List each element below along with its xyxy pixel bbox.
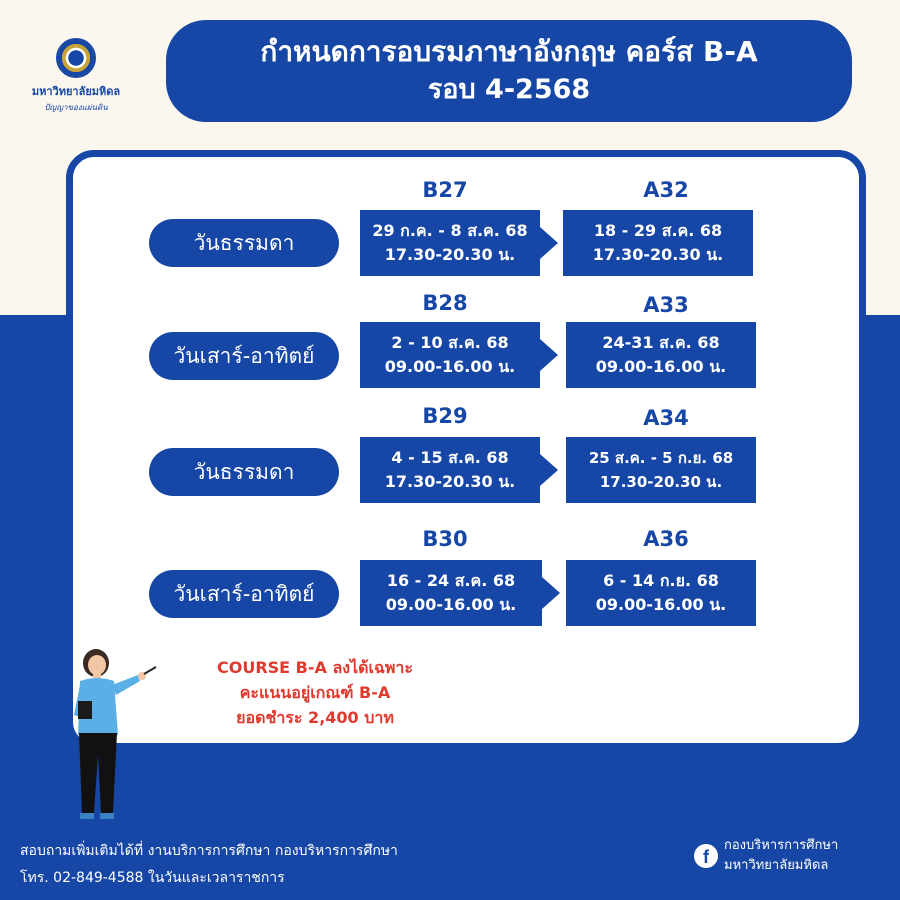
a-time: 17.30-20.30 น. [599,473,723,491]
a-date: 6 - 14 ก.ย. 68 [603,571,719,590]
b-time: 09.00-16.00 น. [385,595,517,614]
page-title: กำหนดการอบรมภาษาอังกฤษ คอร์ส B-A [260,35,758,68]
note-line: COURSE B-A ลงได้เฉพาะ [216,658,413,677]
b-date: 16 - 24 ส.ค. 68 [386,571,516,590]
schedule-label: วันธรรมดา [149,448,339,496]
a-schedule-box [566,322,756,388]
contact-line: โทร. 02-849-4588 ในวันและเวลาราชการ [20,870,285,886]
b-code: B27 [422,178,468,202]
note-line: ยอดชำระ 2,400 บาท [236,708,394,727]
b-schedule-box [360,210,540,276]
a-code: A33 [643,293,689,317]
facebook-page-line: กองบริหารการศึกษา [724,838,839,853]
university-seal-icon [56,38,96,78]
b-schedule-box [360,437,540,503]
note-line: คะแนนอยู่เกณฑ์ B-A [239,683,391,702]
a-schedule-box [563,210,753,276]
b-time: 17.30-20.30 น. [384,245,516,264]
b-schedule-box [360,560,542,626]
a-code: A32 [643,178,689,202]
facebook-page-line: มหาวิทยาลัยมหิดล [724,858,829,873]
arrow-right-icon [540,454,558,486]
b-date: 4 - 15 ส.ค. 68 [391,448,509,467]
b-time: 17.30-20.30 น. [384,472,516,491]
b-code: B30 [422,527,468,551]
arrow-right-icon [542,577,560,609]
page-subtitle: รอบ 4-2568 [427,74,591,105]
a-code: A34 [643,406,689,430]
course-note [160,655,470,730]
facebook-link[interactable] [694,836,838,876]
a-date: 25 ส.ค. - 5 ก.ย. 68 [588,449,734,467]
b-schedule-box [360,322,540,388]
arrow-right-icon [540,227,558,259]
a-time: 09.00-16.00 น. [595,595,727,614]
b-code: B29 [422,404,468,428]
schedule-label: วันธรรมดา [149,219,339,267]
a-time: 17.30-20.30 น. [592,245,724,264]
b-date: 2 - 10 ส.ค. 68 [391,333,509,352]
schedule-label: วันเสาร์-อาทิตย์ [149,570,339,618]
a-schedule-box [566,560,756,626]
b-date: 29 ก.ค. - 8 ส.ค. 68 [372,221,528,240]
title-banner [166,20,852,122]
facebook-page-name [724,836,838,876]
logo-name: มหาวิทยาลัยมหิดล [31,85,121,98]
logo-motto: ปัญญาของแผ่นดิน [44,103,108,112]
a-schedule-box [566,437,756,503]
contact-line: สอบถามเพิ่มเติมได้ที่ งานบริการการศึกษา กองบริหารการศึกษา [20,843,398,859]
teacher-illustration [66,645,161,825]
a-time: 09.00-16.00 น. [595,357,727,376]
facebook-icon: f [694,844,718,868]
a-date: 18 - 29 ส.ค. 68 [593,221,723,240]
b-time: 09.00-16.00 น. [384,357,516,376]
arrow-right-icon [540,339,558,371]
b-code: B28 [422,291,468,315]
a-code: A36 [643,527,689,551]
contact-info [20,838,398,892]
university-logo [28,38,124,114]
schedule-label: วันเสาร์-อาทิตย์ [149,332,339,380]
a-date: 24-31 ส.ค. 68 [602,333,720,352]
